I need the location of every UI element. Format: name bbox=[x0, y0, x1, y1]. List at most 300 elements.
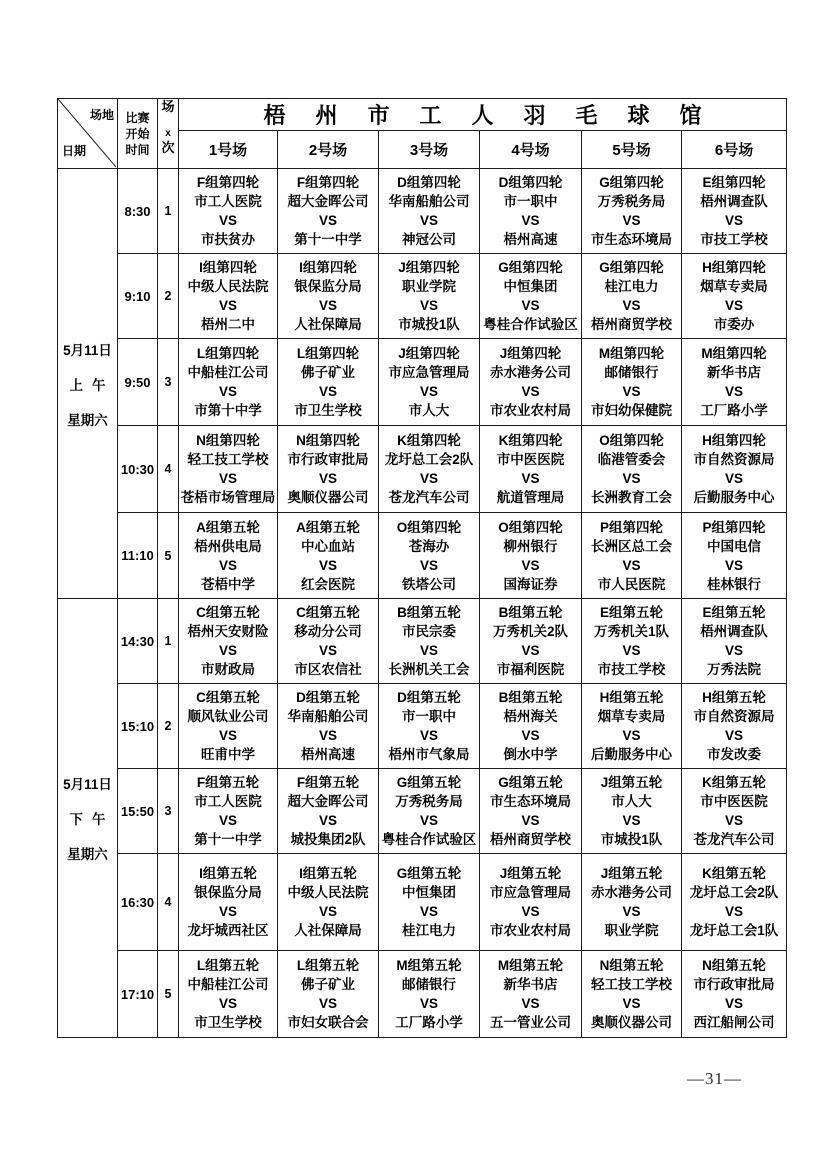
vs-label: VS bbox=[521, 298, 540, 313]
match-team2: 市技工学校 bbox=[597, 662, 666, 677]
schedule-row bbox=[58, 339, 787, 426]
match-group: M组第五轮 bbox=[396, 958, 462, 973]
vs-label: VS bbox=[318, 643, 337, 658]
match-team1: 移动分公司 bbox=[294, 624, 362, 639]
vs-label: VS bbox=[725, 298, 744, 313]
match-team1: 桂江电力 bbox=[604, 279, 659, 294]
match-cell bbox=[582, 854, 682, 951]
match-group: I组第四轮 bbox=[199, 260, 257, 275]
match-team1: 中船桂江公司 bbox=[187, 365, 269, 380]
match-team1: 万秀机关1队 bbox=[593, 624, 669, 639]
match-team2: 神冠公司 bbox=[402, 232, 456, 247]
session-header-top: 场 bbox=[161, 99, 175, 114]
match-cell bbox=[480, 513, 582, 599]
match-group: N组第四轮 bbox=[196, 433, 260, 448]
match-team1: 梧州海关 bbox=[503, 709, 558, 724]
match-team1: 梧州调查队 bbox=[700, 194, 768, 209]
match-cell bbox=[682, 769, 787, 854]
corner-venue-label: 场地 bbox=[89, 108, 114, 122]
match-team1: 梧州天安财险 bbox=[187, 624, 269, 639]
vs-label: VS bbox=[419, 728, 438, 743]
match-team2: 苍梧市场管理局 bbox=[180, 490, 276, 505]
date-line: 下午 bbox=[69, 812, 115, 827]
schedule-row bbox=[58, 169, 787, 254]
match-group: P组第四轮 bbox=[702, 519, 766, 535]
match-team2: 苍梧中学 bbox=[201, 576, 255, 592]
match-group: C组第五轮 bbox=[296, 605, 360, 620]
match-cell bbox=[179, 769, 278, 854]
vs-label: VS bbox=[725, 643, 744, 658]
match-group: M组第四轮 bbox=[701, 346, 767, 361]
match-cell bbox=[179, 254, 278, 339]
vs-label: VS bbox=[318, 298, 337, 313]
match-team2: 城投集团2队 bbox=[290, 832, 366, 847]
session-number-cell: 1 bbox=[158, 599, 179, 684]
vs-label: VS bbox=[725, 813, 744, 828]
vs-label: VS bbox=[521, 996, 540, 1011]
match-team1: 万秀税务局 bbox=[395, 794, 463, 809]
match-cell bbox=[682, 169, 787, 254]
match-group: O组第四轮 bbox=[599, 433, 664, 448]
match-group: K组第五轮 bbox=[702, 775, 766, 790]
match-team2: 职业学院 bbox=[604, 923, 659, 938]
match-team1: 银保监分局 bbox=[194, 885, 262, 900]
vs-label: VS bbox=[419, 643, 438, 658]
vs-label: VS bbox=[318, 384, 337, 399]
vs-label: VS bbox=[318, 728, 337, 743]
match-team1: 市行政审批局 bbox=[287, 452, 369, 467]
match-cell bbox=[278, 426, 379, 513]
match-team2: 长洲教育工会 bbox=[591, 490, 672, 505]
match-team1: 市生态环境局 bbox=[490, 794, 571, 809]
date-line: 星期六 bbox=[67, 847, 108, 862]
vs-label: VS bbox=[622, 471, 641, 486]
match-team2: 市区农信社 bbox=[294, 662, 362, 677]
start-time-cell: 10:30 bbox=[118, 426, 158, 513]
match-cell bbox=[682, 684, 787, 769]
match-cell bbox=[278, 684, 379, 769]
vs-label: VS bbox=[218, 643, 237, 658]
match-group: G组第四轮 bbox=[599, 175, 664, 190]
match-team1: 新华书店 bbox=[707, 365, 762, 380]
schedule-row bbox=[58, 854, 787, 951]
match-team1: 中恒集团 bbox=[503, 279, 558, 294]
match-team1: 市应急管理局 bbox=[490, 885, 571, 900]
match-group: B组第五轮 bbox=[498, 605, 563, 620]
match-cell bbox=[379, 769, 480, 854]
session-number-cell: 1 bbox=[158, 169, 179, 254]
match-cell bbox=[682, 599, 787, 684]
match-cell bbox=[480, 769, 582, 854]
match-team1: 佛子矿业 bbox=[301, 977, 355, 992]
match-team1: 邮储银行 bbox=[604, 365, 659, 380]
vs-label: VS bbox=[725, 557, 744, 573]
vs-label: VS bbox=[218, 813, 237, 828]
session-header bbox=[158, 99, 179, 169]
match-cell bbox=[179, 684, 278, 769]
match-group: D组第四轮 bbox=[397, 175, 461, 190]
vs-label: VS bbox=[521, 813, 540, 828]
schedule-row bbox=[58, 599, 787, 684]
match-cell bbox=[480, 426, 582, 513]
match-cell bbox=[379, 599, 480, 684]
start-time-cell: 16:30 bbox=[118, 854, 158, 951]
match-cell bbox=[480, 254, 582, 339]
match-cell bbox=[278, 254, 379, 339]
match-cell bbox=[682, 854, 787, 951]
match-cell bbox=[480, 854, 582, 951]
match-team1: 赤水港务公司 bbox=[490, 365, 571, 380]
match-group: O组第四轮 bbox=[396, 519, 462, 535]
vs-label: VS bbox=[218, 728, 237, 743]
schedule-row bbox=[58, 426, 787, 513]
vs-label: VS bbox=[218, 298, 237, 313]
match-group: F组第五轮 bbox=[196, 775, 260, 790]
match-team2: 奥顺仪器公司 bbox=[591, 1015, 672, 1030]
vs-label: VS bbox=[218, 384, 237, 399]
vs-label: VS bbox=[521, 213, 540, 228]
match-team2: 人社保障局 bbox=[294, 923, 362, 938]
venue-title: 梧州市工人羽毛球馆 bbox=[179, 99, 787, 131]
match-cell bbox=[682, 339, 787, 426]
court-header-5: 5号场 bbox=[582, 131, 682, 169]
start-time-cell: 15:50 bbox=[118, 769, 158, 854]
match-group: N组第五轮 bbox=[599, 958, 664, 973]
vs-label: VS bbox=[622, 213, 641, 228]
vs-label: VS bbox=[622, 384, 641, 399]
session-header-bottom: 次 bbox=[161, 140, 175, 155]
match-group: H组第五轮 bbox=[599, 690, 664, 705]
match-team1: 柳州银行 bbox=[503, 538, 558, 554]
match-group: L组第四轮 bbox=[296, 346, 360, 361]
match-team2: 奥顺仪器公司 bbox=[287, 490, 369, 505]
match-group: G组第四轮 bbox=[599, 260, 664, 275]
match-team2: 龙圩总工会1队 bbox=[689, 923, 779, 938]
match-group: C组第五轮 bbox=[196, 605, 260, 620]
vs-label: VS bbox=[622, 557, 641, 573]
match-cell bbox=[379, 254, 480, 339]
match-team1: 中级人民法院 bbox=[287, 885, 369, 900]
match-cell bbox=[179, 951, 278, 1038]
match-group: J组第四轮 bbox=[398, 260, 460, 275]
match-cell bbox=[278, 339, 379, 426]
match-cell bbox=[582, 769, 682, 854]
match-group: E组第五轮 bbox=[599, 605, 663, 620]
match-team2: 后勤服务中心 bbox=[693, 490, 775, 505]
match-team1: 赤水港务公司 bbox=[591, 885, 672, 900]
vs-label: VS bbox=[419, 996, 438, 1011]
vs-label: VS bbox=[622, 813, 641, 828]
vs-label: VS bbox=[521, 728, 540, 743]
match-group: D组第五轮 bbox=[397, 690, 461, 705]
match-team2: 市城投1队 bbox=[600, 832, 663, 847]
match-team2: 市生态环境局 bbox=[591, 232, 672, 247]
corner-date-label: 日期 bbox=[62, 144, 87, 158]
session-number-cell: 2 bbox=[158, 684, 179, 769]
session-number-cell: 5 bbox=[158, 951, 179, 1038]
match-team1: 市工人医院 bbox=[194, 194, 262, 209]
match-team1: 万秀机关2队 bbox=[492, 624, 568, 639]
vs-label: VS bbox=[725, 996, 744, 1011]
match-cell bbox=[582, 426, 682, 513]
match-team1: 市一职中 bbox=[402, 709, 456, 724]
match-team1: 轻工技工学校 bbox=[591, 977, 672, 992]
match-group: I组第五轮 bbox=[299, 866, 357, 881]
vs-label: VS bbox=[521, 643, 540, 658]
match-team2: 市农业农村局 bbox=[490, 403, 571, 418]
match-team1: 邮储银行 bbox=[402, 977, 456, 992]
match-group: E组第四轮 bbox=[702, 175, 766, 190]
match-team2: 市发改委 bbox=[707, 747, 762, 762]
match-team2: 国海证券 bbox=[503, 576, 558, 592]
match-team2: 市卫生学校 bbox=[294, 403, 362, 418]
match-group: F组第四轮 bbox=[296, 175, 360, 190]
match-group: B组第五轮 bbox=[498, 690, 563, 705]
vs-label: VS bbox=[419, 813, 438, 828]
match-cell bbox=[582, 684, 682, 769]
vs-label: VS bbox=[318, 471, 337, 486]
match-team2: 桂江电力 bbox=[402, 923, 456, 938]
match-team1: 市自然资源局 bbox=[693, 709, 775, 724]
match-team1: 超大金晖公司 bbox=[287, 194, 369, 209]
vs-label: VS bbox=[725, 471, 744, 486]
match-cell bbox=[582, 339, 682, 426]
header-row-title bbox=[58, 99, 787, 131]
match-team1: 职业学院 bbox=[402, 279, 456, 294]
match-team1: 烟草专卖局 bbox=[700, 279, 768, 294]
start-time-cell: 9:10 bbox=[118, 254, 158, 339]
vs-label: VS bbox=[318, 813, 337, 828]
match-team1: 超大金晖公司 bbox=[287, 794, 369, 809]
match-team1: 市工人医院 bbox=[194, 794, 262, 809]
match-team1: 银保监分局 bbox=[294, 279, 362, 294]
match-team1: 梧州供电局 bbox=[194, 538, 262, 554]
match-group: A组第五轮 bbox=[296, 519, 360, 535]
match-team2: 市妇女联合会 bbox=[287, 1015, 369, 1030]
match-team2: 人社保障局 bbox=[294, 317, 362, 332]
start-time-cell: 11:10 bbox=[118, 513, 158, 599]
start-time-cell: 14:30 bbox=[118, 599, 158, 684]
match-team2: 粤桂合作试验区 bbox=[381, 832, 477, 847]
vs-label: VS bbox=[725, 384, 744, 399]
match-team1: 市中医医院 bbox=[496, 452, 565, 467]
start-time-cell: 8:30 bbox=[118, 169, 158, 254]
match-team2: 市农业农村局 bbox=[490, 923, 571, 938]
match-team1: 中国电信 bbox=[707, 538, 762, 554]
match-team1: 龙圩总工会2队 bbox=[689, 885, 779, 900]
page-number: —31— bbox=[687, 1069, 742, 1088]
match-team1: 中船桂江公司 bbox=[187, 977, 269, 992]
match-group: L组第五轮 bbox=[196, 958, 260, 973]
match-cell bbox=[278, 769, 379, 854]
match-cell bbox=[179, 339, 278, 426]
vs-label: VS bbox=[318, 557, 337, 573]
match-team1: 长洲区总工会 bbox=[591, 538, 672, 554]
match-group: J组第五轮 bbox=[499, 866, 562, 881]
schedule-row bbox=[58, 254, 787, 339]
match-group: M组第四轮 bbox=[598, 346, 665, 361]
start-time-cell: 15:10 bbox=[118, 684, 158, 769]
vs-label: VS bbox=[218, 557, 237, 573]
match-cell bbox=[582, 599, 682, 684]
match-team1: 龙圩总工会2队 bbox=[384, 452, 474, 467]
match-cell bbox=[379, 684, 480, 769]
match-team2: 市妇幼保健院 bbox=[591, 403, 672, 418]
match-group: L组第五轮 bbox=[296, 958, 360, 973]
vs-label: VS bbox=[419, 213, 438, 228]
match-team2: 桂林银行 bbox=[707, 576, 762, 592]
match-cell bbox=[179, 426, 278, 513]
match-team2: 梧州高速 bbox=[503, 232, 558, 247]
vs-label: VS bbox=[318, 996, 337, 1011]
match-team2: 后勤服务中心 bbox=[591, 747, 672, 762]
match-cell bbox=[582, 169, 682, 254]
match-team2: 铁塔公司 bbox=[402, 576, 456, 592]
match-cell bbox=[682, 951, 787, 1038]
match-group: K组第五轮 bbox=[702, 866, 766, 881]
vs-label: VS bbox=[622, 996, 641, 1011]
match-team2: 苍龙汽车公司 bbox=[388, 490, 470, 505]
start-time-header bbox=[118, 99, 158, 169]
schedule-row bbox=[58, 951, 787, 1038]
court-header-6: 6号场 bbox=[682, 131, 787, 169]
match-group: O组第四轮 bbox=[498, 519, 563, 535]
match-cell bbox=[480, 599, 582, 684]
vs-label: VS bbox=[419, 384, 438, 399]
vs-label: VS bbox=[318, 213, 337, 228]
match-team1: 烟草专卖局 bbox=[597, 709, 666, 724]
match-team2: 市技工学校 bbox=[700, 232, 768, 247]
date-line: 5月11日 bbox=[63, 342, 112, 358]
match-team2: 倒水中学 bbox=[503, 747, 558, 762]
court-header-4: 4号场 bbox=[480, 131, 582, 169]
match-team1: 市行政审批局 bbox=[693, 977, 775, 992]
match-group: H组第五轮 bbox=[702, 690, 766, 705]
vs-label: VS bbox=[218, 213, 237, 228]
match-cell bbox=[179, 854, 278, 951]
match-team1: 市中医医院 bbox=[700, 794, 768, 809]
match-cell bbox=[278, 951, 379, 1038]
vs-label: VS bbox=[218, 904, 237, 919]
start-time-header-line: 时间 bbox=[125, 142, 150, 157]
match-team2: 梧州商贸学校 bbox=[591, 317, 672, 332]
vs-label: VS bbox=[521, 557, 540, 573]
match-team1: 临港管委会 bbox=[597, 452, 666, 467]
match-cell bbox=[379, 169, 480, 254]
match-group: K组第四轮 bbox=[498, 433, 563, 448]
match-cell bbox=[278, 513, 379, 599]
match-team1: 市人大 bbox=[611, 794, 652, 809]
match-cell bbox=[682, 426, 787, 513]
vs-label: VS bbox=[419, 471, 438, 486]
date-line: 星期六 bbox=[67, 412, 108, 428]
match-team2: 万秀法院 bbox=[707, 662, 762, 677]
corner-header-cell bbox=[58, 99, 118, 169]
match-group: M组第五轮 bbox=[497, 958, 564, 973]
match-team1: 顺风钛业公司 bbox=[187, 709, 269, 724]
match-cell bbox=[480, 684, 582, 769]
match-team1: 新华书店 bbox=[503, 977, 558, 992]
match-team1: 轻工技工学校 bbox=[187, 452, 269, 467]
match-team2: 梧州市气象局 bbox=[388, 747, 470, 762]
match-team2: 粤桂合作试验区 bbox=[483, 317, 578, 332]
match-cell bbox=[379, 513, 480, 599]
match-team2: 梧州商贸学校 bbox=[490, 832, 571, 847]
match-team2: 旺甫中学 bbox=[201, 747, 255, 762]
match-team2: 五一管业公司 bbox=[490, 1015, 571, 1030]
match-cell bbox=[480, 951, 582, 1038]
match-group: J组第五轮 bbox=[600, 775, 663, 790]
vs-label: VS bbox=[622, 643, 641, 658]
match-group: F组第四轮 bbox=[196, 175, 260, 190]
match-team1: 市民宗委 bbox=[402, 624, 456, 639]
match-team1: 市应急管理局 bbox=[388, 365, 470, 380]
vs-label: VS bbox=[521, 904, 540, 919]
match-cell bbox=[278, 599, 379, 684]
match-cell bbox=[379, 854, 480, 951]
match-cell bbox=[682, 254, 787, 339]
match-team2: 西江船闸公司 bbox=[693, 1015, 775, 1030]
vs-label: VS bbox=[725, 213, 744, 228]
match-cell bbox=[582, 951, 682, 1038]
match-group: H组第四轮 bbox=[702, 260, 766, 275]
match-group: H组第四轮 bbox=[702, 433, 766, 448]
match-group: L组第四轮 bbox=[196, 346, 260, 361]
vs-label: VS bbox=[622, 904, 641, 919]
start-time-cell: 17:10 bbox=[118, 951, 158, 1038]
match-group: N组第五轮 bbox=[702, 958, 766, 973]
match-group: D组第五轮 bbox=[296, 690, 360, 705]
match-group: J组第四轮 bbox=[499, 346, 562, 361]
match-team1: 梧州调查队 bbox=[700, 624, 768, 639]
match-team1: 佛子矿业 bbox=[301, 365, 355, 380]
match-team2: 第十一中学 bbox=[194, 832, 262, 847]
match-group: K组第四轮 bbox=[397, 433, 461, 448]
match-team1: 中级人民法院 bbox=[187, 279, 269, 294]
session-number-cell: 3 bbox=[158, 769, 179, 854]
match-team2: 工厂路小学 bbox=[700, 403, 768, 418]
match-team1: 中心血站 bbox=[301, 538, 355, 554]
start-time-cell: 9:50 bbox=[118, 339, 158, 426]
match-cell bbox=[179, 513, 278, 599]
schedule-row bbox=[58, 684, 787, 769]
vs-label: VS bbox=[521, 471, 540, 486]
match-group: F组第五轮 bbox=[296, 775, 360, 790]
match-team2: 苍龙汽车公司 bbox=[693, 832, 775, 847]
match-group: E组第五轮 bbox=[702, 605, 766, 620]
date-cell bbox=[58, 169, 118, 599]
match-team2: 梧州高速 bbox=[301, 747, 355, 762]
match-team2: 市委办 bbox=[713, 317, 755, 332]
match-cell bbox=[278, 854, 379, 951]
match-team1: 市一职中 bbox=[503, 194, 558, 209]
date-line: 5月11日 bbox=[63, 777, 112, 792]
vs-label: VS bbox=[419, 904, 438, 919]
match-team1: 华南船舶公司 bbox=[388, 194, 470, 209]
session-number-cell: 3 bbox=[158, 339, 179, 426]
session-number-cell: 2 bbox=[158, 254, 179, 339]
match-team2: 航道管理局 bbox=[496, 490, 565, 505]
match-cell bbox=[480, 339, 582, 426]
schedule-table bbox=[57, 98, 787, 1038]
session-header-mid: x bbox=[165, 128, 171, 139]
match-team2: 市财政局 bbox=[201, 662, 255, 677]
vs-label: VS bbox=[218, 996, 237, 1011]
schedule-row bbox=[58, 769, 787, 854]
match-team2: 市扶贫办 bbox=[201, 232, 255, 247]
match-cell bbox=[682, 513, 787, 599]
court-header-3: 3号场 bbox=[379, 131, 480, 169]
